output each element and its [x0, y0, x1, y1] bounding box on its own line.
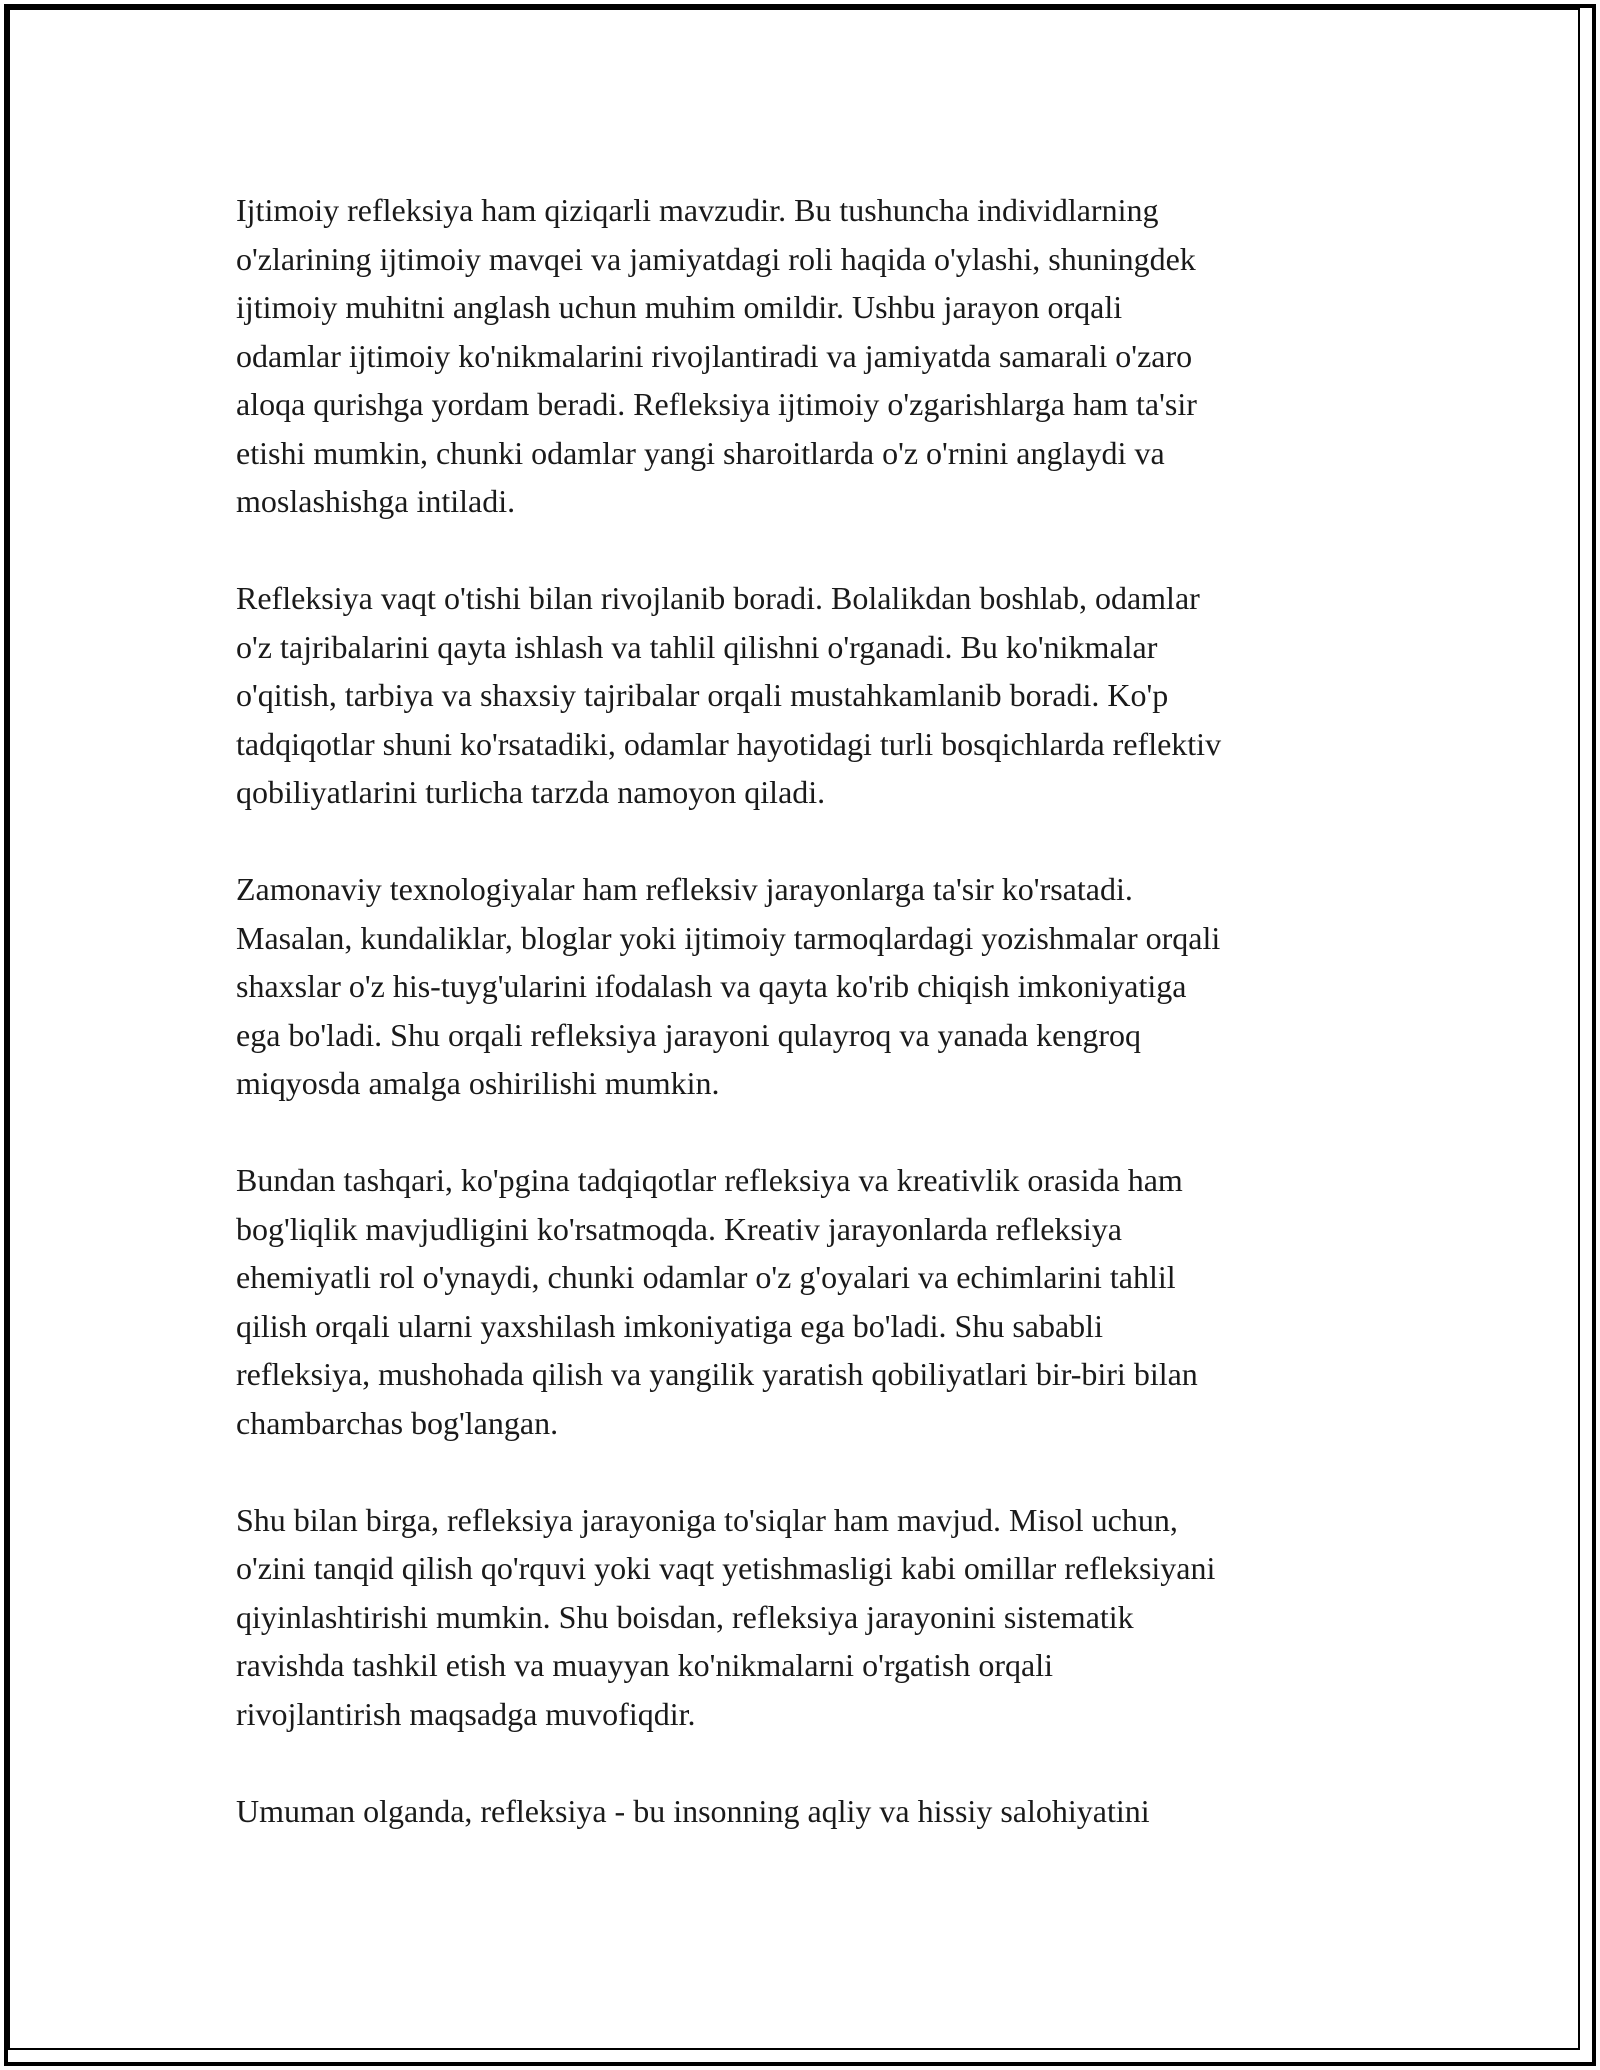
paragraph-obstacles: Shu bilan birga, refleksiya jarayoniga to'siqlar ham mavjud. Misol uchun, o'zini tanqid qilish qo'rquvi yoki vaqt yetishmasligi kabi omillar refleksiyani qiyinlashtirishi mumkin. Shu boisdan, refleksiya jarayonini sistematik ravishda tashkil etish va muayyan ko'nikmalarni o'rgatish orqali rivojlantirish maqsadga muvofiqdir. [236, 1501, 1216, 1732]
paragraph-development-over-time: Refleksiya vaqt o'tishi bilan rivojlanib boradi. Bolalikdan boshlab, odamlar o'z tajribalarini qayta ishlash va tahlil qilishni o'rganadi. Bu ko'nikmalar o'qitish, tarbiya va shaxsiy tajribalar orqali mustahkamlanib boradi. Ko'p tadqiqotlar shuni ko'rsatadiki, odamlar hayotidagi turli bosqichlarda reflektiv qobiliyatlarini turlicha tarzda namoyon qiladi. [236, 580, 1222, 810]
paragraph-conclusion: Umuman olganda, refleksiya - bu insonning aqliy va hissiy salohiyatini [236, 1792, 1150, 1829]
paragraph-social-reflection: Ijtimoiy refleksiya ham qiziqarli mavzudir. Bu tushuncha individlarning o'zlarining ijtimoiy mavqei va jamiyatdagi roli haqida o'ylashi, shuningdek ijtimoiy muhitni anglash uchun muhim omildir. Ushbu jarayon orqali odamlar ijtimoiy ko'nikmalarini rivojlantiradi va jamiyatda samarali o'zaro aloqa qurishga yordam beradi. Refleksiya ijtimoiy o'zgarishlarga ham ta'sir etishi mumkin, chunki odamlar yangi sharoitlarda o'z o'rnini anglaydi va moslashishga intiladi. [236, 192, 1197, 519]
paragraph-creativity: Bundan tashqari, ko'pgina tadqiqotlar refleksiya va kreativlik orasida ham bog'liqlik mavjudligini ko'rsatmoqda. Kreativ jarayonlarda refleksiya ehemiyatli rol o'ynaydi, chunki odamlar o'z g'oyalari va echimlarini tahlil qilish orqali ularni yaxshilash imkoniyatiga ega bo'ladi. Shu sababli refleksiya, mushohada qilish va yangilik yaratish qobiliyatlari bir-biri bilan chambarchas bog'langan. [236, 1162, 1198, 1441]
document-body [236, 186, 1386, 1884]
paragraph-modern-technologies: Zamonaviy texnologiyalar ham refleksiv jarayonlarga ta'sir ko'rsatadi. Masalan, kundaliklar, bloglar yoki ijtimoiy tarmoqlardagi yozishmalar orqali shaxslar o'z his-tuyg'ularini ifodalash va qayta ko'rib chiqish imkoniyatiga ega bo'ladi. Shu orqali refleksiya jarayoni qulayroq va yanada kengroq miqyosda amalga oshirilishi mumkin. [236, 871, 1221, 1101]
